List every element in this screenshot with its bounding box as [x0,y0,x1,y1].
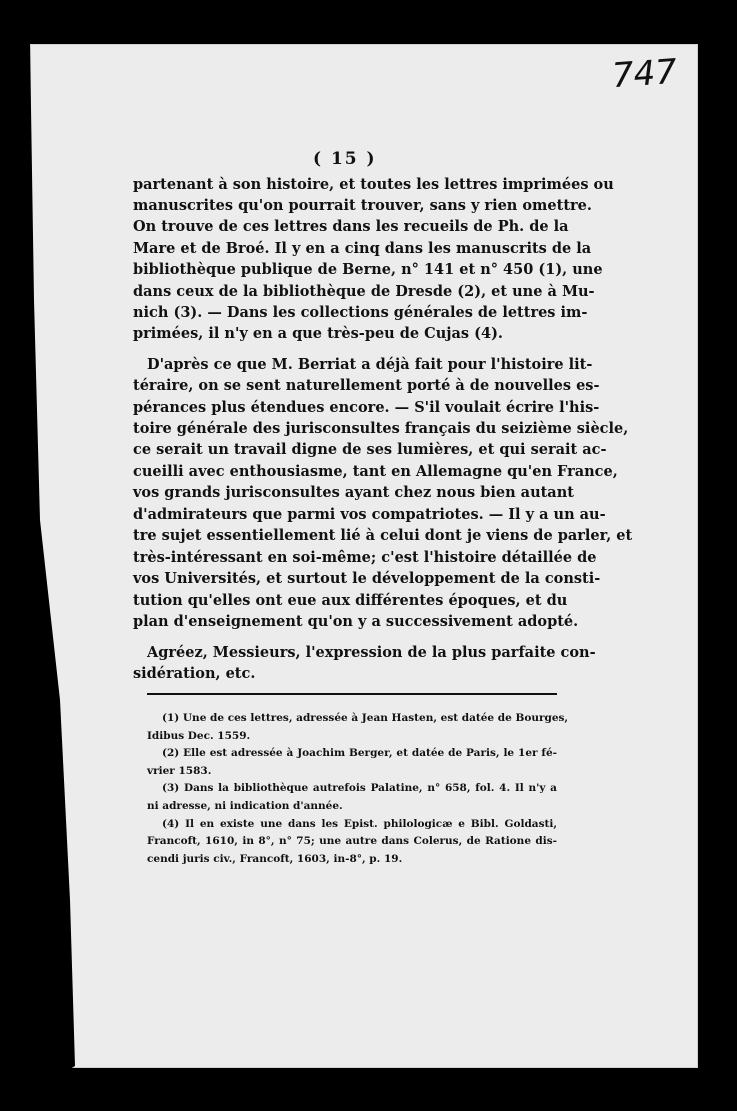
footnote-line: (3) Dans la bibliothèque autrefois Palatine, n° 658, fol. 4. Il n'y a [162,782,557,794]
footnote-line: (2) Elle est adressée à Joachim Berger, et datée de Paris, le 1er fé- [162,747,557,759]
body-line: toire générale des jurisconsultes français du seizième siècle, [133,420,629,437]
body-line: nich (3). — Dans les collections générales de lettres im- [133,304,588,321]
footnote-line: (4) Il en existe une dans les Epist. philologicæ e Bibl. Goldasti, [162,818,557,830]
body-line: primées, il n'y en a que très-peu de Cujas (4). [133,325,503,342]
body-line: Mare et de Broé. Il y en a cinq dans les manuscrits de la [133,240,592,257]
body-line: On trouve de ces lettres dans les recueils de Ph. de la [133,218,569,235]
footnote-line: (1) Une de ces lettres, adressée à Jean Hasten, est datée de Bourges, [162,712,569,724]
body-line: D'après ce que M. Berriat a déjà fait pour l'histoire lit- [147,356,593,373]
footnote-rule [147,693,557,695]
footnote-line: Francoft, 1610, in 8°, n° 75; une autre dans Colerus, de Ratione dis- [147,835,557,847]
body-line: vos Universités, et surtout le développement de la consti- [133,570,601,587]
body-line: d'admirateurs que parmi vos compatriotes. — Il y a un au- [133,506,606,523]
body-line: pérances plus étendues encore. — S'il voulait écrire l'his- [133,399,600,416]
body-line: dans ceux de la bibliothèque de Dresde (2), et une à Mu- [133,283,595,300]
footnote-line: vrier 1583. [147,765,212,777]
body-line: Agréez, Messieurs, l'expression de la plus parfaite con- [147,644,596,661]
footnote-line: Idibus Dec. 1559. [147,730,251,742]
footnote-line: cendi juris civ., Francoft, 1603, in-8°, p. 19. [147,853,403,865]
body-line: ce serait un travail digne de ses lumières, et qui serait ac- [133,441,607,458]
folio-number: 747 [610,51,679,97]
body-line: manuscrites qu'on pourrait trouver, sans y rien omettre. [133,197,592,214]
footnote-line: ni adresse, ni indication d'année. [147,800,343,812]
body-line: téraire, on se sent naturellement porté à de nouvelles es- [133,377,600,394]
body-line: tution qu'elles ont eue aux différentes époques, et du [133,592,568,609]
page-number: ( 15 ) [313,149,377,169]
body-line: très-intéressant en soi-même; c'est l'histoire détaillée de [133,549,597,566]
body-line: partenant à son histoire, et toutes les lettres imprimées ou [133,176,614,193]
body-line: sidération, etc. [133,665,256,682]
body-line: bibliothèque publique de Berne, n° 141 et n° 450 (1), une [133,261,603,278]
body-line: cueilli avec enthousiasme, tant en Allemagne qu'en France, [133,463,618,480]
body-line: tre sujet essentiellement lié à celui dont je viens de parler, et [133,527,633,544]
body-line: vos grands jurisconsultes ayant chez nous bien autant [133,484,574,501]
body-line: plan d'enseignement qu'on y a successivement adopté. [133,613,579,630]
